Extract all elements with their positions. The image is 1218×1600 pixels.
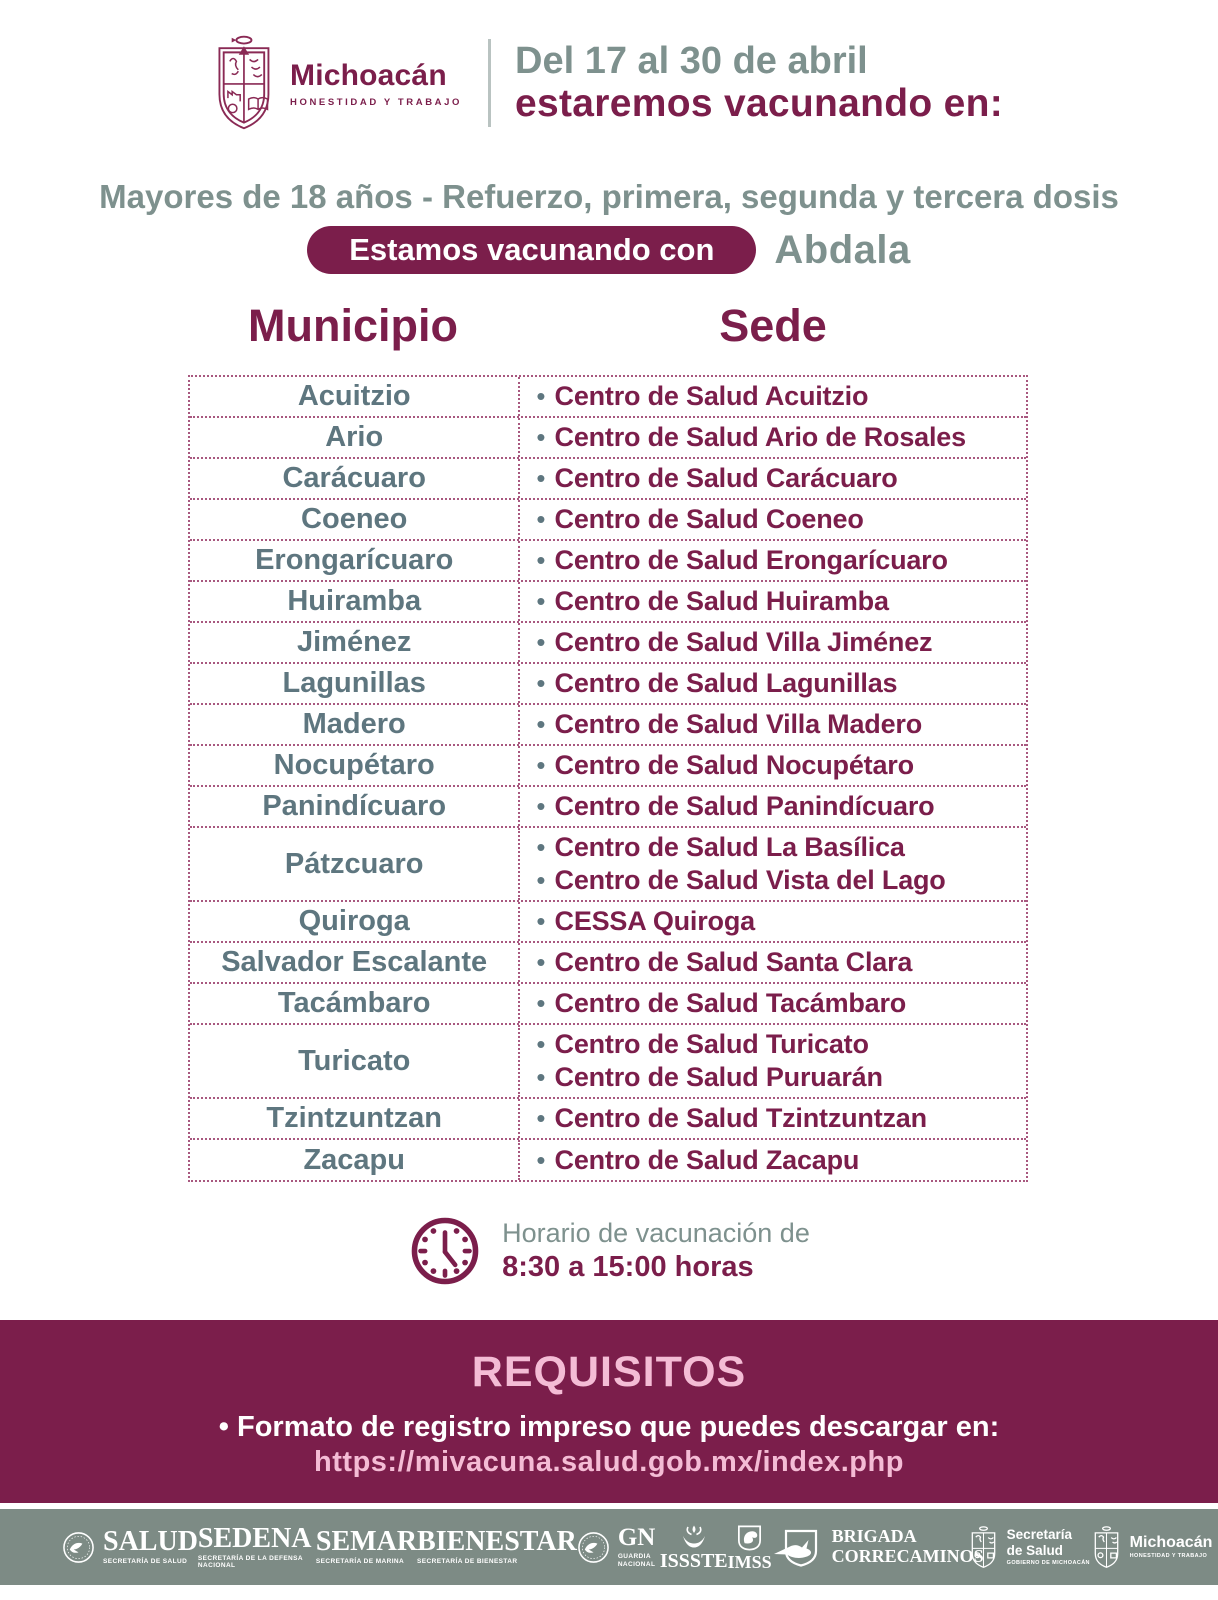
logo-name: GN bbox=[617, 1523, 656, 1551]
table-row bbox=[190, 746, 1026, 787]
logo-name: ISSSTE bbox=[659, 1550, 728, 1572]
bullet-icon: • bbox=[536, 709, 546, 739]
sede-name: Centro de Salud Carácuaro bbox=[554, 463, 898, 493]
table-row bbox=[190, 500, 1026, 541]
municipio-name: Huiramba bbox=[287, 585, 422, 617]
requirements-section bbox=[0, 1320, 1218, 1503]
vaccination-table bbox=[188, 375, 1028, 1182]
sede-name: Centro de Salud Huiramba bbox=[554, 586, 889, 616]
logo-name: BRIGADA CORRECAMINOS bbox=[831, 1526, 984, 1566]
bullet-icon: • bbox=[536, 1029, 546, 1059]
michoacan-shield-icon bbox=[968, 1525, 999, 1570]
sede-entry bbox=[536, 1028, 1020, 1061]
sede-entry bbox=[536, 626, 1020, 659]
municipio-name: Zacapu bbox=[303, 1143, 405, 1176]
table-row bbox=[190, 902, 1026, 943]
sede-name: Centro de Salud Panindícuaro bbox=[554, 791, 935, 821]
sede-name: Centro de Salud Nocupétaro bbox=[554, 750, 914, 780]
sede-entry bbox=[536, 987, 1020, 1020]
logo-name: Michoacán bbox=[1129, 1533, 1213, 1551]
bullet-icon: • bbox=[536, 832, 546, 862]
sede-name: Centro de Salud Erongarícuaro bbox=[554, 545, 948, 575]
sede-entry bbox=[536, 864, 1020, 897]
schedule-label: Horario de vacunación de bbox=[502, 1217, 810, 1248]
sede-name: Centro de Salud Zacapu bbox=[554, 1144, 860, 1175]
bullet-icon: • bbox=[536, 988, 546, 1018]
municipio-name: Carácuaro bbox=[282, 462, 426, 494]
schedule-hours: 8:30 a 15:00 horas bbox=[502, 1250, 754, 1283]
bullet-icon: • bbox=[536, 422, 546, 452]
logo-name: IMSS bbox=[727, 1552, 772, 1572]
bullet-icon: • bbox=[536, 865, 546, 895]
table-row bbox=[190, 943, 1026, 984]
roadrunner-shield-icon bbox=[772, 1527, 824, 1568]
bullet-icon: • bbox=[536, 1103, 546, 1133]
sede-entry bbox=[536, 421, 1020, 454]
municipio-name: Panindícuaro bbox=[262, 790, 447, 822]
logo-text bbox=[728, 1553, 772, 1571]
footer-logo-semar bbox=[316, 1528, 417, 1566]
brand-text bbox=[290, 59, 462, 108]
logo-name: SEDENA bbox=[197, 1523, 312, 1554]
registration-url: https://mivacuna.salud.gob.mx/index.php bbox=[314, 1446, 904, 1478]
municipio-name: Coeneo bbox=[301, 503, 408, 535]
municipio-name: Salvador Escalante bbox=[221, 946, 488, 978]
logo-name: SEMAR bbox=[315, 1526, 418, 1558]
logo-subtitle: SECRETARÍA DE MARINA bbox=[315, 1558, 405, 1566]
footer-logo-michoacan bbox=[1091, 1525, 1213, 1570]
eagle-seal-icon bbox=[577, 1531, 610, 1564]
sede-entry bbox=[536, 831, 1020, 864]
footer-logo-brigada-correcaminos bbox=[772, 1526, 984, 1568]
bullet-icon: • bbox=[536, 906, 546, 936]
logo-subtitle: GOBIERNO DE MICHOACÁN bbox=[1006, 1560, 1090, 1567]
table-row bbox=[190, 1140, 1026, 1180]
sede-entry bbox=[536, 749, 1020, 782]
vaccine-badge: Estamos vacunando con bbox=[307, 226, 756, 274]
municipio-name: Madero bbox=[302, 708, 406, 740]
table-row bbox=[190, 623, 1026, 664]
sede-entry bbox=[536, 1144, 1020, 1177]
municipio-name: Jiménez bbox=[296, 626, 412, 658]
header bbox=[0, 32, 1218, 134]
sede-name: Centro de Salud Acuitzio bbox=[554, 381, 869, 411]
logo-text bbox=[831, 1526, 984, 1567]
schedule-text bbox=[502, 1218, 810, 1284]
date-range: Del 17 al 30 de abril bbox=[515, 39, 868, 82]
sede-name: CESSA Quiroga bbox=[554, 906, 755, 936]
sede-entry bbox=[536, 905, 1020, 938]
imss-icon bbox=[735, 1523, 764, 1552]
schedule bbox=[0, 1214, 1218, 1288]
footer-logo-salud bbox=[62, 1528, 198, 1566]
table-row bbox=[190, 459, 1026, 500]
bullet-icon: • bbox=[536, 668, 546, 698]
footer-logo-sedena bbox=[198, 1525, 316, 1569]
table-row bbox=[190, 541, 1026, 582]
institutions-footer bbox=[0, 1509, 1218, 1585]
requirement-item: • Formato de registro impreso que puedes descargar en: bbox=[218, 1411, 1000, 1443]
logo-text bbox=[1007, 1527, 1091, 1567]
bullet-icon: • bbox=[536, 504, 546, 534]
logo-text bbox=[417, 1528, 577, 1566]
logo-text bbox=[316, 1528, 417, 1566]
sede-entry bbox=[536, 462, 1020, 495]
logo-text bbox=[103, 1528, 198, 1566]
municipio-name: Nocupétaro bbox=[273, 749, 435, 781]
table-row bbox=[190, 787, 1026, 828]
table-row bbox=[190, 705, 1026, 746]
table-row bbox=[190, 984, 1026, 1025]
bullet-icon: • bbox=[536, 947, 546, 977]
logo-name: SALUD bbox=[103, 1526, 198, 1558]
requirements-title: REQUISITOS bbox=[471, 1348, 747, 1396]
logo-name: Secretaría de Salud bbox=[1006, 1527, 1072, 1558]
logo-name: BIENESTAR bbox=[417, 1526, 577, 1558]
municipio-name: Tacámbaro bbox=[277, 987, 431, 1019]
municipio-name: Pátzcuaro bbox=[284, 847, 424, 880]
eagle-seal-icon bbox=[62, 1531, 95, 1564]
sede-entry bbox=[536, 544, 1020, 577]
bullet-icon: • bbox=[536, 586, 546, 616]
logo-text bbox=[618, 1525, 660, 1570]
audience-subtitle: Mayores de 18 años - Refuerzo, primera, segunda y tercera dosis bbox=[99, 178, 1119, 215]
footer-logo-secretaria-de-salud bbox=[968, 1525, 1091, 1570]
bullet-icon: • bbox=[536, 1062, 546, 1092]
michoacan-shield-icon bbox=[1091, 1525, 1122, 1570]
sede-name: Centro de Salud Villa Madero bbox=[554, 709, 922, 739]
bullet-icon: • bbox=[536, 627, 546, 657]
sede-entry bbox=[536, 1102, 1020, 1135]
michoacan-brand bbox=[210, 34, 462, 132]
sede-name: Centro de Salud Coeneo bbox=[554, 504, 864, 534]
table-row bbox=[190, 1099, 1026, 1140]
municipio-name: Lagunillas bbox=[282, 667, 426, 699]
table-column-headers bbox=[188, 300, 1028, 352]
clock-icon bbox=[408, 1214, 482, 1288]
table-row bbox=[190, 828, 1026, 902]
sede-entry bbox=[536, 585, 1020, 618]
table-row bbox=[190, 1025, 1026, 1099]
sede-name: Centro de Salud Turicato bbox=[554, 1029, 869, 1059]
header-divider bbox=[488, 39, 491, 127]
vaccine-name: Abdala bbox=[774, 227, 911, 272]
sede-entry bbox=[536, 503, 1020, 536]
logo-text bbox=[660, 1551, 728, 1571]
sede-entry bbox=[536, 790, 1020, 823]
sede-name: Centro de Salud La Basílica bbox=[554, 832, 905, 862]
brand-name: Michoacán bbox=[290, 58, 447, 92]
logo-subtitle: HONESTIDAD Y TRABAJO bbox=[1129, 1552, 1208, 1559]
sede-name: Centro de Salud Villa Jiménez bbox=[554, 627, 933, 657]
logo-subtitle: SECRETARÍA DE SALUD bbox=[103, 1558, 188, 1566]
announcement: estaremos vacunando en: bbox=[515, 82, 1004, 126]
municipio-name: Turicato bbox=[298, 1044, 411, 1077]
logo-subtitle: SECRETARÍA DE LA DEFENSA NACIONAL bbox=[197, 1555, 303, 1569]
sede-name: Centro de Salud Puruarán bbox=[554, 1062, 883, 1092]
table-row bbox=[190, 377, 1026, 418]
logo-subtitle: SECRETARÍA DE BIENESTAR bbox=[417, 1558, 518, 1566]
logo-subtitle: GUARDIA NACIONAL bbox=[617, 1552, 656, 1568]
bullet-icon: • bbox=[536, 381, 546, 411]
municipio-name: Erongarícuaro bbox=[255, 544, 454, 576]
sede-name: Centro de Salud Tacámbaro bbox=[554, 988, 907, 1018]
vaccine-badge-row bbox=[0, 226, 1218, 274]
municipio-name: Acuitzio bbox=[297, 380, 411, 412]
sede-entry bbox=[536, 667, 1020, 700]
sede-name: Centro de Salud Vista del Lago bbox=[554, 865, 946, 895]
bullet-icon: • bbox=[536, 791, 546, 821]
date-block bbox=[515, 40, 1003, 126]
sede-entry bbox=[536, 380, 1020, 413]
issste-icon bbox=[679, 1523, 709, 1550]
brand-tagline: HONESTIDAD Y TRABAJO bbox=[290, 96, 462, 108]
municipio-name: Ario bbox=[325, 421, 384, 453]
table-row bbox=[190, 418, 1026, 459]
footer-logo-bienestar bbox=[417, 1528, 577, 1566]
sede-entry bbox=[536, 946, 1020, 979]
sede-name: Centro de Salud Ario de Rosales bbox=[554, 422, 966, 452]
footer-logo-issste bbox=[660, 1523, 728, 1571]
bullet-icon: • bbox=[536, 463, 546, 493]
michoacan-coat-of-arms-icon bbox=[210, 34, 276, 132]
sede-entry bbox=[536, 1061, 1020, 1094]
sede-name: Centro de Salud Tzintzuntzan bbox=[554, 1103, 927, 1133]
logo-text bbox=[1130, 1535, 1213, 1560]
footer-logo-gn bbox=[577, 1525, 660, 1570]
sede-entry bbox=[536, 708, 1020, 741]
column-header-sede: Sede bbox=[719, 300, 827, 351]
municipio-name: Quiroga bbox=[298, 905, 410, 937]
sede-name: Centro de Salud Santa Clara bbox=[554, 947, 913, 977]
municipio-name: Tzintzuntzan bbox=[266, 1102, 442, 1134]
table-row bbox=[190, 664, 1026, 705]
sede-name: Centro de Salud Lagunillas bbox=[554, 668, 898, 698]
bullet-icon: • bbox=[536, 1144, 546, 1175]
column-header-municipio: Municipio bbox=[248, 300, 458, 351]
bullet-icon: • bbox=[536, 545, 546, 575]
bullet-icon: • bbox=[536, 750, 546, 780]
footer-logo-imss bbox=[728, 1523, 772, 1571]
logo-text bbox=[198, 1525, 316, 1569]
table-row bbox=[190, 582, 1026, 623]
